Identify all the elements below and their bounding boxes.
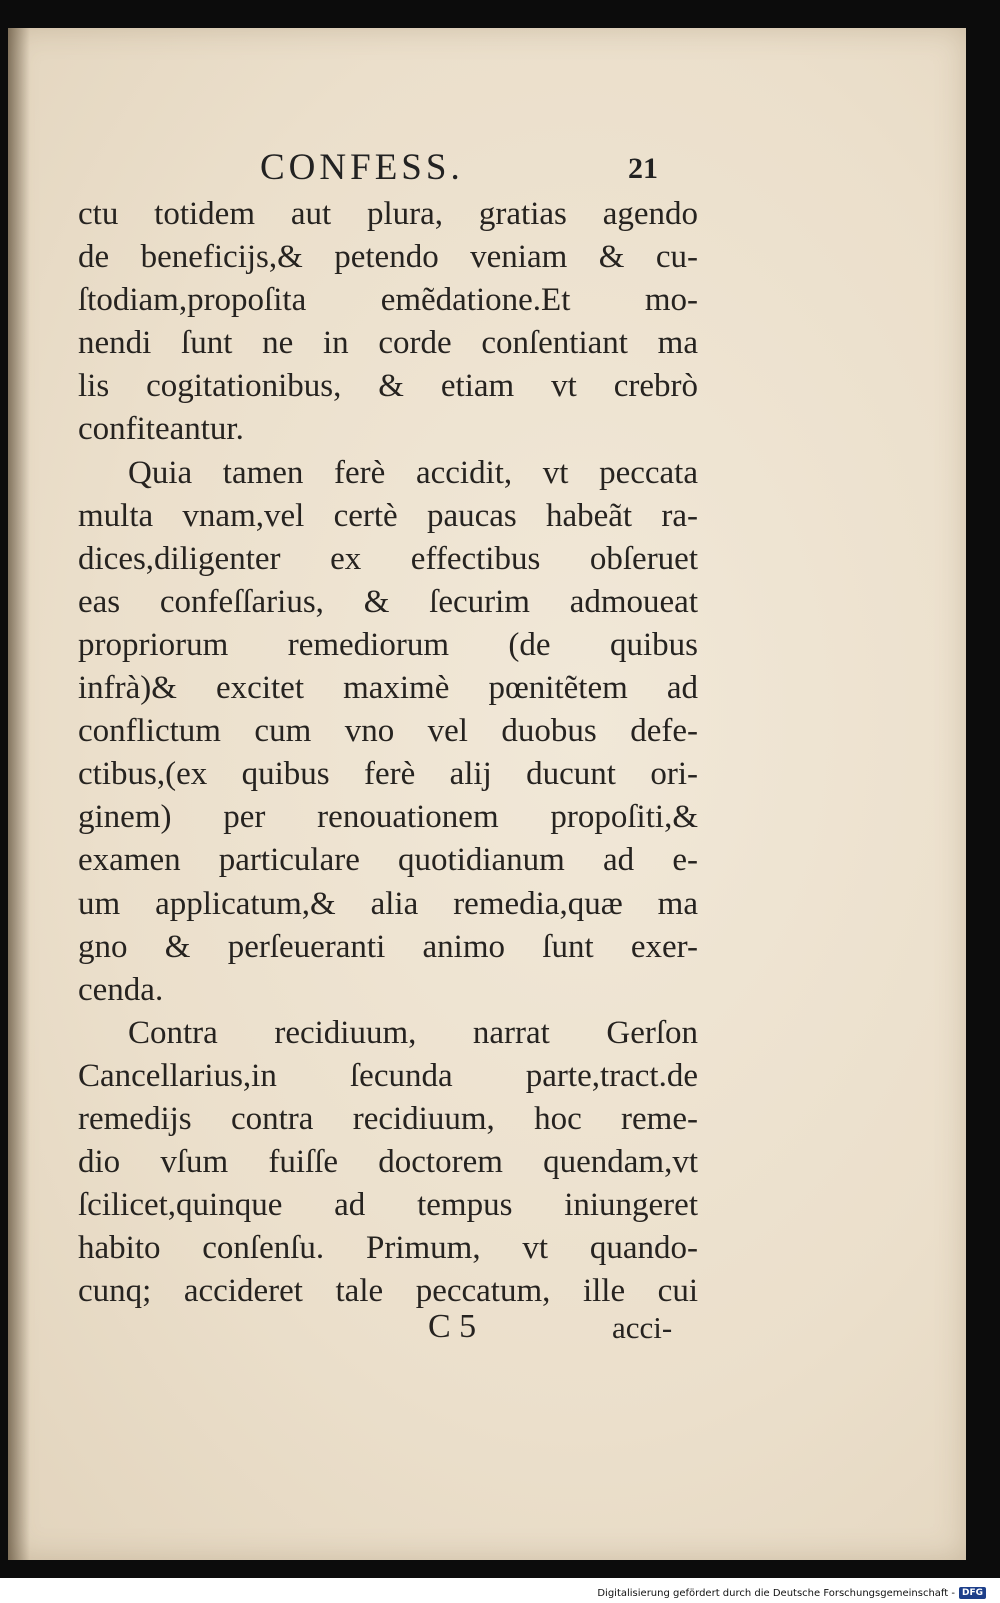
body-text	[78, 193, 698, 1313]
digitization-credit	[597, 1587, 986, 1599]
text-line: infrà)& excitet maximè pœnitẽtem ad	[78, 670, 698, 707]
text-line: ctu totidem aut plura, gratias agendo	[78, 196, 698, 232]
dfg-logo: DFG	[959, 1587, 986, 1599]
text-line: conflictum cum vno vel duobus defe-	[78, 713, 698, 750]
catchword: acci-	[612, 1310, 673, 1345]
text-line: propriorum remediorum (de quibus	[78, 626, 698, 663]
text-line: examen particulare quotidianum ad e-	[78, 842, 698, 879]
text-line: lis cogitationibus, & etiam vt crebrò	[78, 368, 698, 405]
text-line: Quia tamen ferè accidit, vt peccata	[128, 454, 698, 491]
text-line: confiteantur.	[78, 411, 244, 448]
text-line: ginem) per renouationem propoſiti,&	[78, 799, 698, 836]
text-line: eas confeſſarius, & ſecurim admoueat	[78, 583, 698, 620]
page-number: 21	[628, 152, 658, 185]
book-page	[8, 28, 966, 1560]
page-footer	[8, 1308, 966, 1358]
text-line: ctibus,(ex quibus ferè alij ducunt ori-	[78, 756, 698, 793]
text-line: Contra recidiuum, narrat Gerſon	[128, 1014, 698, 1051]
text-line: habito conſenſu. Primum, vt quando-	[78, 1230, 698, 1267]
text-line: remedijs contra recidiuum, hoc reme-	[78, 1100, 698, 1137]
text-line: Cancellarius,in ſecunda parte,tract.de	[78, 1057, 698, 1094]
text-line: cunq; accideret tale peccatum, ille cui	[78, 1273, 698, 1310]
credit-text: Digitalisierung gefördert durch die Deutsche Forschungsgemeinschaft -	[597, 1587, 955, 1599]
text-line: nendi ſunt ne in corde conſentiant ma	[78, 325, 698, 362]
text-line: multa vnam,vel certè paucas habeãt ra-	[78, 497, 698, 534]
text-line: gno & perſeueranti animo ſunt exer-	[78, 928, 698, 965]
text-line: cenda.	[78, 971, 164, 1008]
running-head: CONFESS.	[260, 147, 464, 188]
signature-mark: C 5	[428, 1308, 477, 1345]
text-line: dices,diligenter ex effectibus obſeruet	[78, 540, 698, 577]
text-line: ſtodiam,propoſita emẽdatione.Et mo-	[78, 282, 698, 319]
text-line: um applicatum,& alia remedia,quæ ma	[78, 885, 698, 922]
text-line: ſcilicet,quinque ad tempus iniungeret	[78, 1187, 698, 1224]
text-line: dio vſum fuiſſe doctorem quendam,vt	[78, 1144, 698, 1181]
text-line: de beneficijs,& petendo veniam & cu-	[78, 239, 698, 276]
page-header	[8, 146, 966, 196]
